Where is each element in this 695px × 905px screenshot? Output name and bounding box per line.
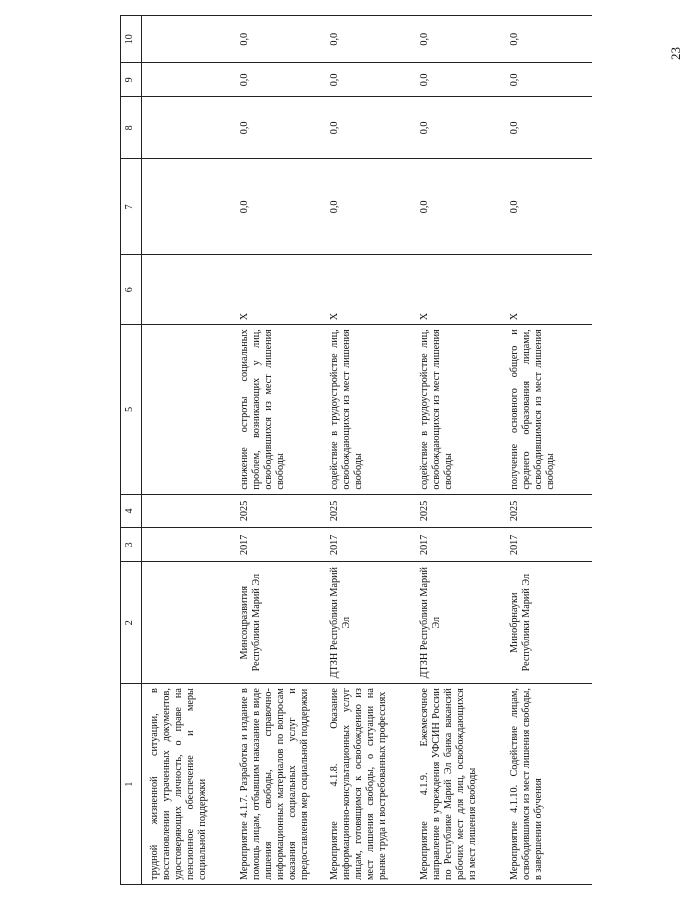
expected-result: снижение остроты социальных проблем, возникающих у лиц, освободившихся из мест лишения свободы xyxy=(232,325,322,494)
start-year: 2017 xyxy=(412,528,502,562)
start-year: 2017 xyxy=(232,528,322,562)
continuation-row xyxy=(142,16,233,885)
table-row xyxy=(412,16,502,885)
funding-value: 0,0 xyxy=(502,63,592,97)
event-description: Мероприятие 4.1.9. Ежемесячное направление в учреждения УФСИН России по Республике Марий Эл банка вакансий рабочих мест для лиц, освобождающихся из мест лишения свободы xyxy=(412,684,502,885)
funding-value: 0,0 xyxy=(412,97,502,159)
indicator-mark: Х xyxy=(232,255,322,325)
table-row xyxy=(322,16,412,885)
header-cell-9: 9 xyxy=(121,63,142,97)
funding-value: 0,0 xyxy=(232,16,322,63)
indicator-mark: Х xyxy=(412,255,502,325)
funding-value: 0,0 xyxy=(322,97,412,159)
header-cell-1: 1 xyxy=(121,684,142,885)
expected-result: получение основного общего и среднего образования лицами, освободившимися из мест лишения свободы xyxy=(502,325,592,494)
funding-value: 0,0 xyxy=(322,159,412,255)
funding-value: 0,0 xyxy=(412,16,502,63)
funding-value: 0,0 xyxy=(322,63,412,97)
funding-value: 0,0 xyxy=(502,16,592,63)
responsible-executor: Минсоцразвития Республики Марий Эл xyxy=(232,562,322,684)
program-table xyxy=(120,15,592,885)
funding-value: 0,0 xyxy=(502,159,592,255)
event-description: Мероприятие 4.1.8. Оказание информационно-консультационных услуг лицам, готовящимся к освобождению из мест лишения свободы, о ситуации на рынке труда и востребованных профессиях xyxy=(322,684,412,885)
indicator-mark: Х xyxy=(322,255,412,325)
funding-value: 0,0 xyxy=(502,97,592,159)
header-cell-7: 7 xyxy=(121,159,142,255)
responsible-executor: ДТЗН Республики Марий Эл xyxy=(412,562,502,684)
end-year: 2025 xyxy=(232,494,322,528)
continuation-text: трудной жизненной ситуации, в восстановлении утраченных документов, удостоверяющих личность, о праве на пенсионное обеспечение и меры социальной поддержки xyxy=(142,684,233,885)
start-year: 2017 xyxy=(322,528,412,562)
event-description: Мероприятие 4.1.7. Разработка и издание в помощь лицам, отбывшим наказание в виде лишения свободы, справочно-информационных материалов по вопросам оказания социальных услуг и предоставления мер социальной поддержки xyxy=(232,684,322,885)
responsible-executor: Минобрнауки Республики Марий Эл xyxy=(502,562,592,684)
end-year: 2025 xyxy=(412,494,502,528)
header-cell-4: 4 xyxy=(121,494,142,528)
header-cell-6: 6 xyxy=(121,255,142,325)
end-year: 2025 xyxy=(322,494,412,528)
page-number: 23 xyxy=(668,47,683,60)
funding-value: 0,0 xyxy=(232,97,322,159)
responsible-executor: ДТЗН Республики Марий Эл xyxy=(322,562,412,684)
header-row xyxy=(121,16,142,885)
table-row xyxy=(502,16,592,885)
header-cell-2: 2 xyxy=(121,562,142,684)
table-row xyxy=(232,16,322,885)
header-cell-8: 8 xyxy=(121,97,142,159)
funding-value: 0,0 xyxy=(322,16,412,63)
header-cell-5: 5 xyxy=(121,325,142,494)
funding-value: 0,0 xyxy=(232,63,322,97)
expected-result: содействие в трудоустройстве лиц, освобождающихся из мест лишения свободы xyxy=(322,325,412,494)
funding-value: 0,0 xyxy=(412,159,502,255)
indicator-mark: Х xyxy=(502,255,592,325)
end-year: 2025 xyxy=(502,494,592,528)
header-cell-10: 10 xyxy=(121,16,142,63)
event-description: Мероприятие 4.1.10. Содействие лицам, освободившимся из мест лишения свободы, в завершении обучения xyxy=(502,684,592,885)
rotated-table-page xyxy=(120,15,695,885)
expected-result: содействие в трудоустройстве лиц, освобождающихся из мест лишения свободы xyxy=(412,325,502,494)
header-cell-3: 3 xyxy=(121,528,142,562)
funding-value: 0,0 xyxy=(232,159,322,255)
start-year: 2017 xyxy=(502,528,592,562)
funding-value: 0,0 xyxy=(412,63,502,97)
